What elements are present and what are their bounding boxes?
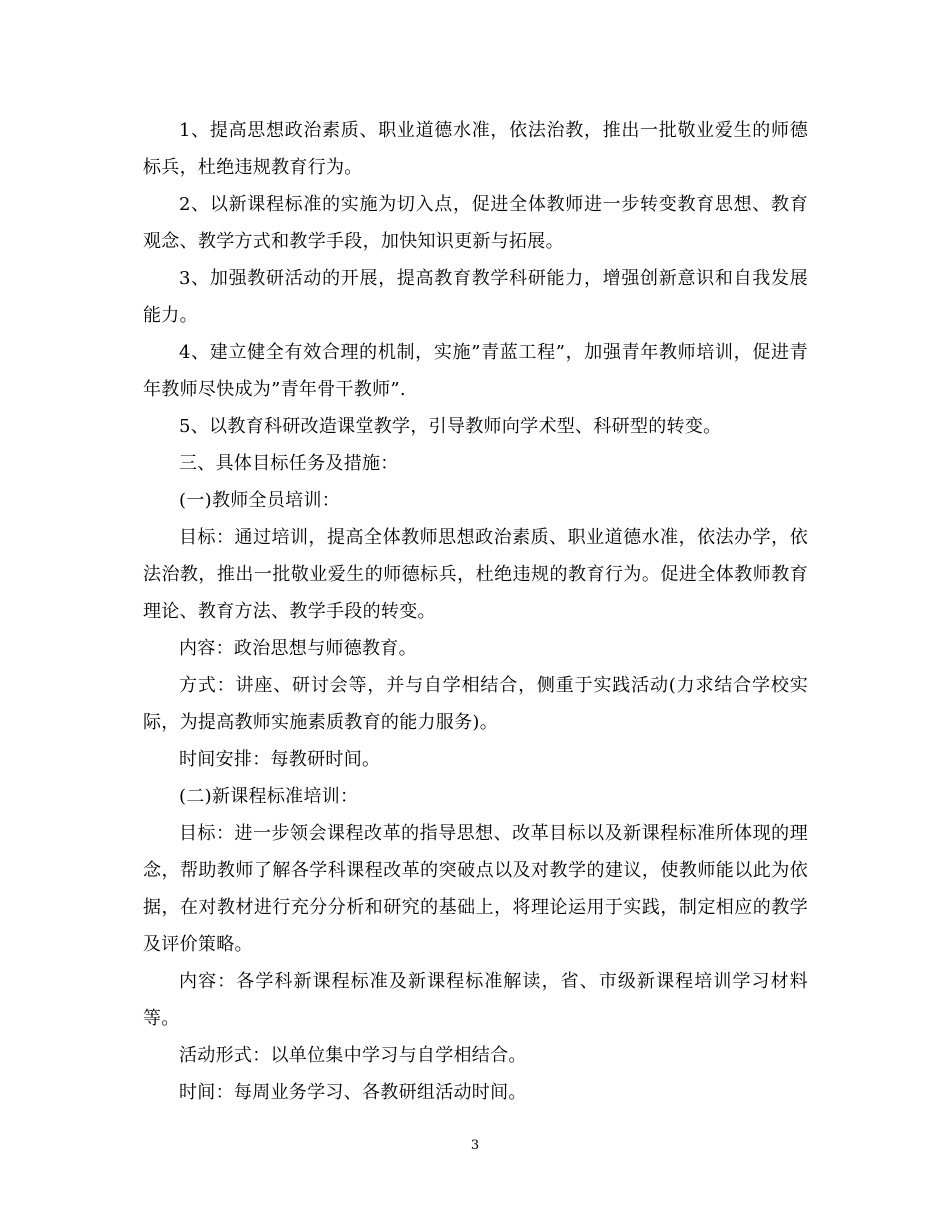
page-number: 3 — [470, 1138, 480, 1153]
paragraph-goal-1: 1、提高思想政治素质、职业道德水准，依法治教，推出一批敬业爱生的师德标兵，杜绝违规教育行为。 — [143, 120, 808, 178]
subsection-heading-curriculum-training: (二)新课程标准培训： — [179, 786, 359, 807]
paragraph-goal-4: 4、建立健全有效合理的机制，实施”青蓝工程”，加强青年教师培训，促进青年教师尽快成为”青年骨干教师”. — [143, 342, 808, 400]
paragraph-curriculum-format: 活动形式：以单位集中学习与自学相结合。 — [179, 1045, 527, 1066]
paragraph-staff-training-goal: 目标：通过培训，提高全体教师思想政治素质、职业道德水准，依法办学，依法治教，推出一批敬业爱生的师德标兵，杜绝违规的教育行为。促进全体教师教育理论、教育方法、教学手段的转变。 — [143, 527, 808, 622]
paragraph-staff-training-method: 方式：讲座、研讨会等，并与自学相结合，侧重于实践活动(力求结合学校实际，为提高教师实施素质教育的能力服务)。 — [143, 675, 808, 733]
paragraph-goal-2: 2、以新课程标准的实施为切入点，促进全体教师进一步转变教育思想、教育观念、教学方式和教学手段，加快知识更新与拓展。 — [143, 194, 808, 252]
section-heading-tasks: 三、具体目标任务及措施： — [179, 453, 399, 474]
paragraph-staff-training-content: 内容：政治思想与师德教育。 — [179, 638, 417, 659]
subsection-heading-staff-training: (一)教师全员培训： — [179, 490, 341, 511]
paragraph-curriculum-goal: 目标：进一步领会课程改革的指导思想、改革目标以及新课程标准所体现的理念，帮助教师了解各学科课程改革的突破点以及对教学的建议，使教师能以此为依据，在对教材进行充分分析和研究的基础上，将理论运用于实践，制定相应的教学及评价策略。 — [143, 823, 808, 955]
paragraph-curriculum-content: 内容：各学科新课程标准及新课程标准解读，省、市级新课程培训学习材料等。 — [143, 971, 808, 1029]
paragraph-goal-5: 5、以教育科研改造课堂教学，引导教师向学术型、科研型的转变。 — [179, 416, 722, 437]
document-body — [143, 112, 808, 1111]
paragraph-goal-3: 3、加强教研活动的开展，提高教育教学科研能力，增强创新意识和自我发展能力。 — [143, 268, 808, 326]
paragraph-staff-training-time: 时间安排：每教研时间。 — [179, 749, 381, 770]
paragraph-curriculum-time: 时间：每周业务学习、各教研组活动时间。 — [179, 1082, 527, 1103]
